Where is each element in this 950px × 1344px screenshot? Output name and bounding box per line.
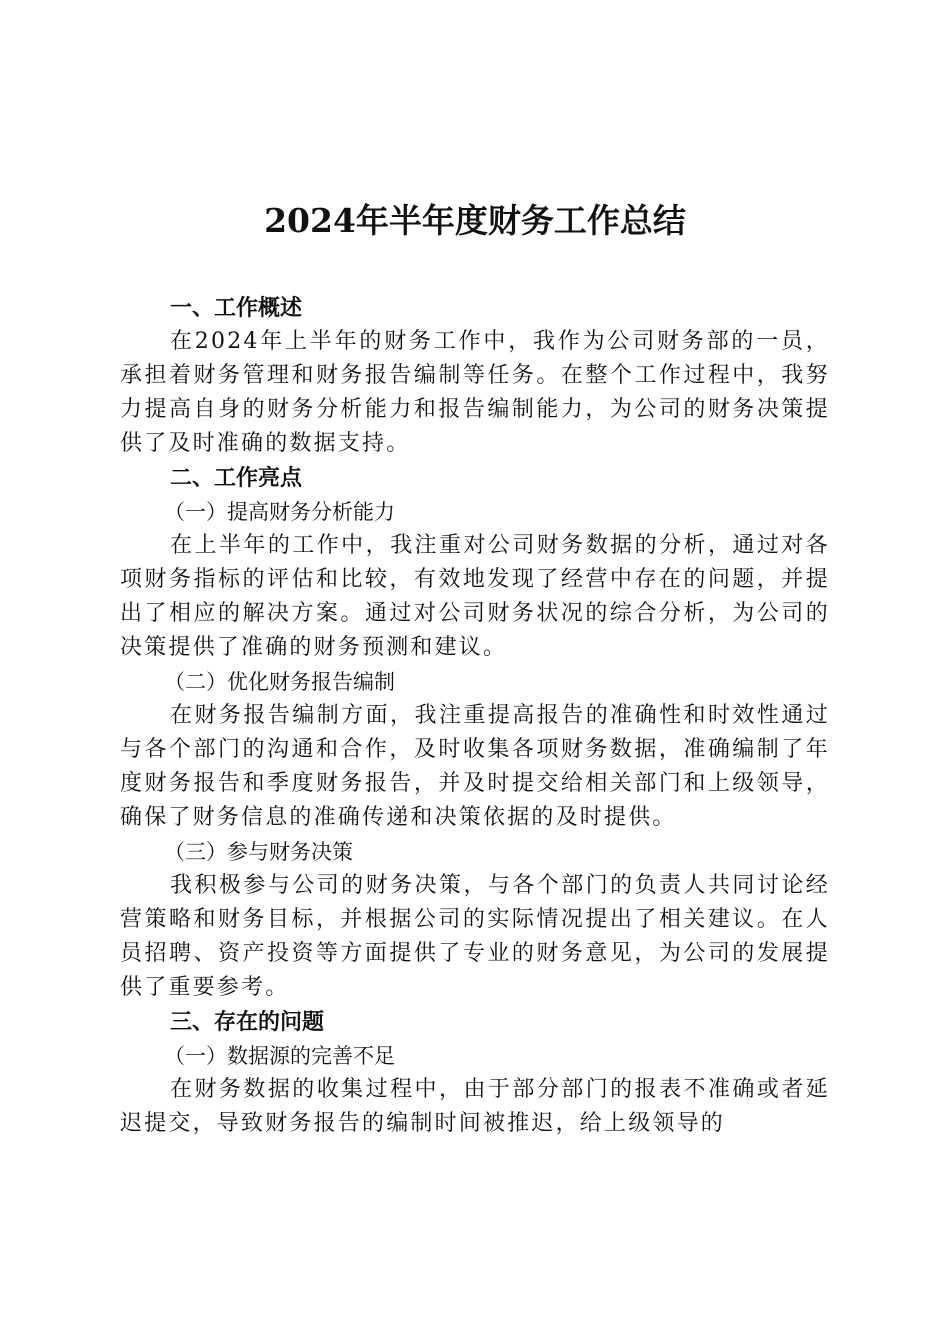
paragraph-data-sources: 在财务数据的收集过程中，由于部分部门的报表不准确或者延迟提交，导致财务报告的编制时间被推迟，给上级领导的 [120,1077,830,1136]
subheading-data-sources: （一）数据源的完善不足 [164,1044,395,1068]
subheading-analysis: （一）提高财务分析能力 [164,500,395,524]
paragraph-decisions: 我积极参与公司的财务决策，与各个部门的负责人共同讨论经营策略和财务目标，并根据公司的实际情况提出了相关建议。在人员招聘、资产投资等方面提供了专业的财务意见，为公司的发展提供了重要参考。 [120,873,830,1000]
paragraph-analysis: 在上半年的工作中，我注重对公司财务数据的分析，通过对各项财务指标的评估和比较，有效地发现了经营中存在的问题，并提出了相应的解决方案。通过对公司财务状况的综合分析，为公司的决策提供了准确的财务预测和建议。 [120,533,830,660]
document-title: 2024年半年度财务工作总结 [264,201,686,240]
section-heading-highlights: 二、工作亮点 [170,465,303,491]
section-heading-problems: 三、存在的问题 [170,1009,325,1035]
section-heading-overview: 一、工作概述 [170,295,303,321]
subheading-decisions: （三）参与财务决策 [164,840,353,864]
paragraph-overview: 在2024年上半年的财务工作中，我作为公司财务部的一员，承担着财务管理和财务报告编制等任务。在整个工作过程中，我努力提高自身的财务分析能力和报告编制能力，为公司的财务决策提供了及时准确的数据支持。 [120,329,830,456]
document-body [120,291,830,1141]
subheading-reporting: （二）优化财务报告编制 [164,670,395,694]
paragraph-reporting: 在财务报告编制方面，我注重提高报告的准确性和时效性通过与各个部门的沟通和合作，及时收集各项财务数据，准确编制了年度财务报告和季度财务报告，并及时提交给相关部门和上级领导，确保了财务信息的准确传递和决策依据的及时提供。 [120,703,830,830]
